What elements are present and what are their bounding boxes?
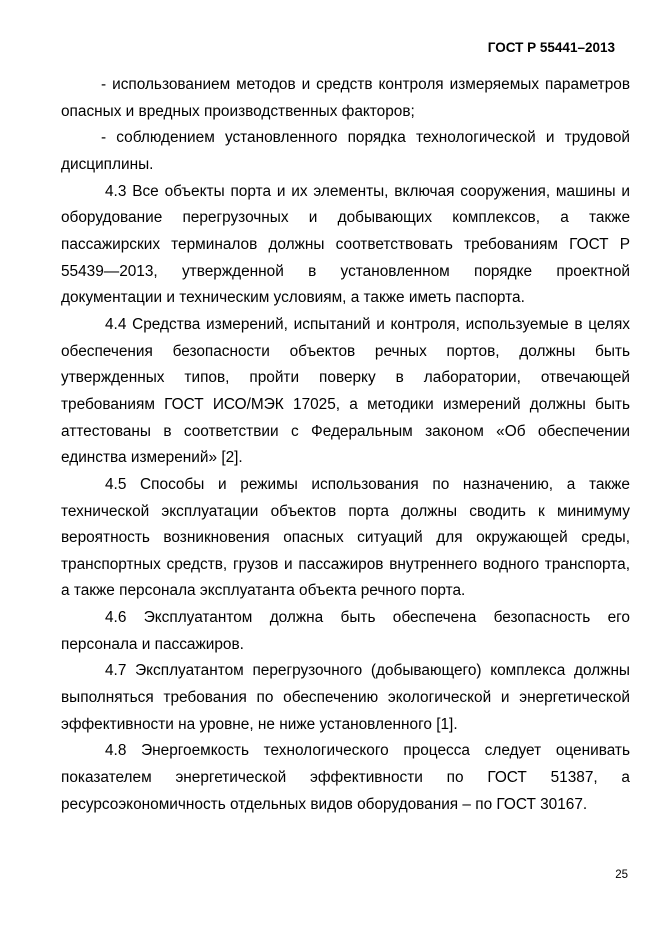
clause-4-7: 4.7 Эксплуатантом перегрузочного (добывающего) комплекса должны выполняться требования по обеспечению экологической и энергетической эффективности на уровне, не ниже установленного [1]. xyxy=(61,662,630,733)
clause-4-3: 4.3 Все объекты порта и их элементы, включая сооружения, машины и оборудование перегрузочных и добывающих комплексов, а также пассажирских терминалов должны соответствовать требованиям ГОСТ Р 55439—2013, утвержденной в установленном порядке проектной документации и техническим условиям, а также иметь паспорта. xyxy=(61,182,630,307)
standard-header: ГОСТ Р 55441–2013 xyxy=(487,40,615,55)
clause-4-4: 4.4 Средства измерений, испытаний и контроля, используемые в целях обеспечения безопасности объектов речных портов, должны быть утвержденных типов, пройти поверку в лаборатории, отвечающей требованиям ГОСТ ИСО/МЭК 17025, а методики измерений должны быть аттестованы в соответствии с Федеральным законом «Об обеспечении единства измерений» [2]. xyxy=(61,315,630,467)
body-text xyxy=(61,72,630,818)
page-number: 25 xyxy=(615,869,628,881)
clause-4-8: 4.8 Энергоемкость технологического процесса следует оценивать показателем энергетической эффективности по ГОСТ 51387, а ресурсоэкономичность отдельных видов оборудования – по ГОСТ 30167. xyxy=(61,742,630,813)
clause-4-6: 4.6 Эксплуатантом должна быть обеспечена безопасность его персонала и пассажиров. xyxy=(61,609,630,653)
bullet-item-control-methods: - использованием методов и средств контроля измеряемых параметров опасных и вредных производственных факторов; xyxy=(61,76,630,120)
bullet-item-discipline: - соблюдением установленного порядка технологической и трудовой дисциплины. xyxy=(61,129,630,173)
clause-4-5: 4.5 Способы и режимы использования по назначению, а также технической эксплуатации объектов порта должны сводить к минимуму вероятность возникновения опасных ситуаций для окружающей среды, транспортных средств, грузов и пассажиров внутреннего водного транспорта, а также персонала эксплуатанта объекта речного порта. xyxy=(61,475,630,600)
